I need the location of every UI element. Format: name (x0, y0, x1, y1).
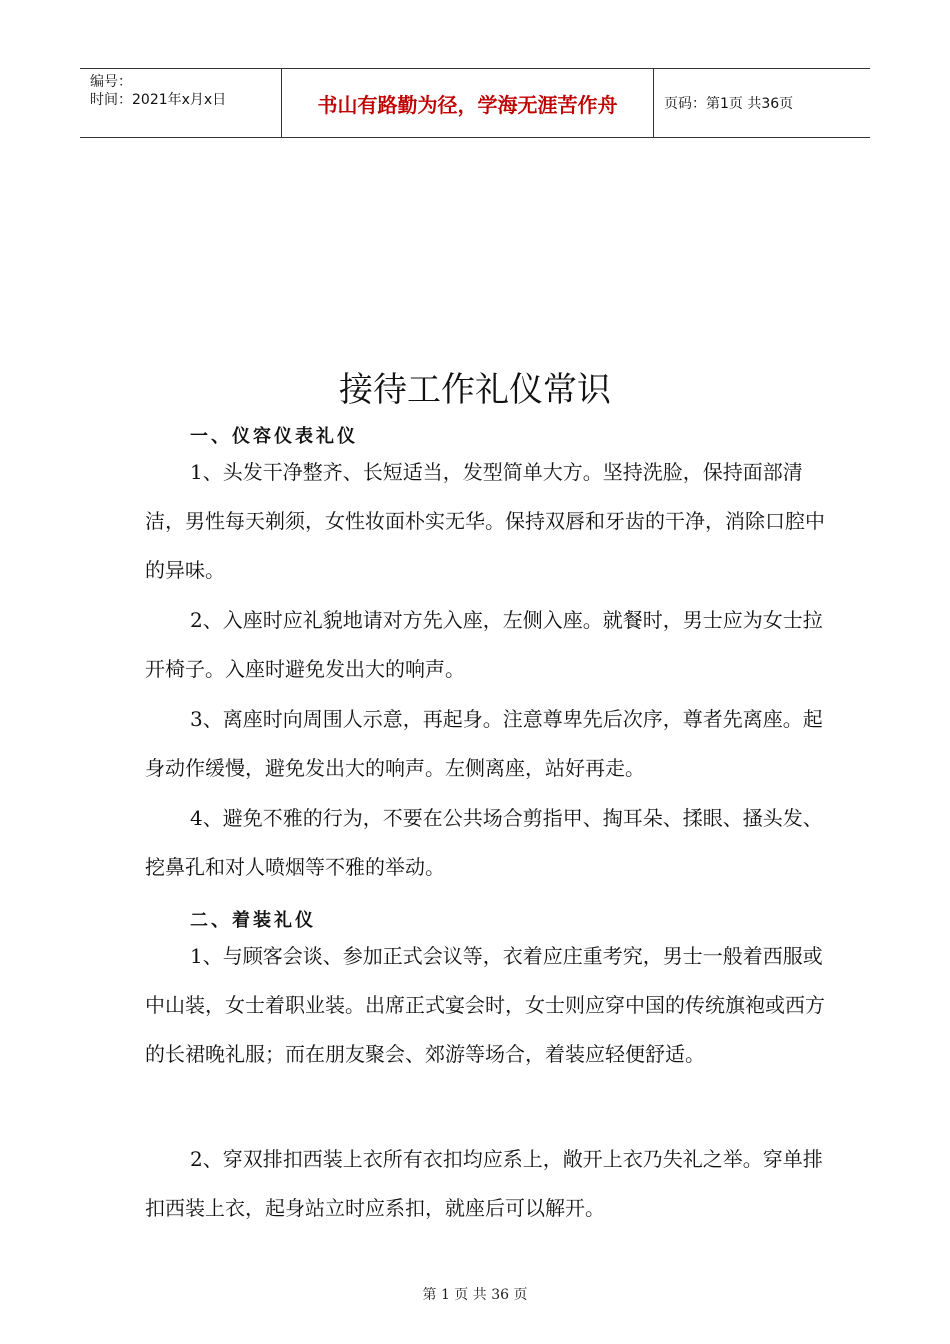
paragraph: 4、避免不雅的行为，不要在公共场合剪指甲、掏耳朵、揉眼、搔头发、挖鼻孔和对人喷烟等不雅的举动。 (145, 806, 823, 879)
paragraph: 2、入座时应礼貌地请对方先入座，左侧入座。就餐时，男士应为女士拉开椅子。入座时避免发出大的响声。 (145, 608, 823, 681)
paragraph: 3、离座时向周围人示意，再起身。注意尊卑先后次序，尊者先离座。起身动作缓慢，避免发出大的响声。左侧离座，站好再走。 (145, 707, 823, 780)
header-page-info: 页码：第1页 共36页 (664, 96, 794, 112)
section-heading: 一、仪容仪表礼仪 (190, 426, 358, 447)
header-info-cell (80, 69, 282, 137)
paragraph: 2、穿双排扣西装上衣所有衣扣均应系上，敞开上衣乃失礼之举。穿单排扣西装上衣，起身站立时应系扣，就座后可以解开。 (145, 1147, 823, 1220)
document-number-label: 编号： (90, 74, 132, 90)
document-date-label: 时间：2021年x月x日 (90, 92, 227, 108)
paragraph: 1、与顾客会谈、参加正式会议等，衣着应庄重考究，男士一般着西服或中山装，女士着职业装。出席正式宴会时，女士则应穿中国的传统旗袍或西方的长裙晚礼服；而在朋友聚会、郊游等场合，着装应轻便舒适。 (145, 944, 825, 1066)
header-table (80, 68, 870, 138)
header-motto: 书山有路勤为径，学海无涯苦作舟 (282, 69, 654, 137)
page-footer: 第 1 页 共 36 页 (422, 1287, 528, 1303)
document-title: 接待工作礼仪常识 (339, 370, 611, 410)
section-heading: 二、着装礼仪 (190, 910, 316, 931)
paragraph: 1、头发干净整齐、长短适当，发型简单大方。坚持洗脸，保持面部清洁，男性每天剃须，女性妆面朴实无华。保持双唇和牙齿的干净，消除口腔中的异味。 (145, 460, 825, 582)
